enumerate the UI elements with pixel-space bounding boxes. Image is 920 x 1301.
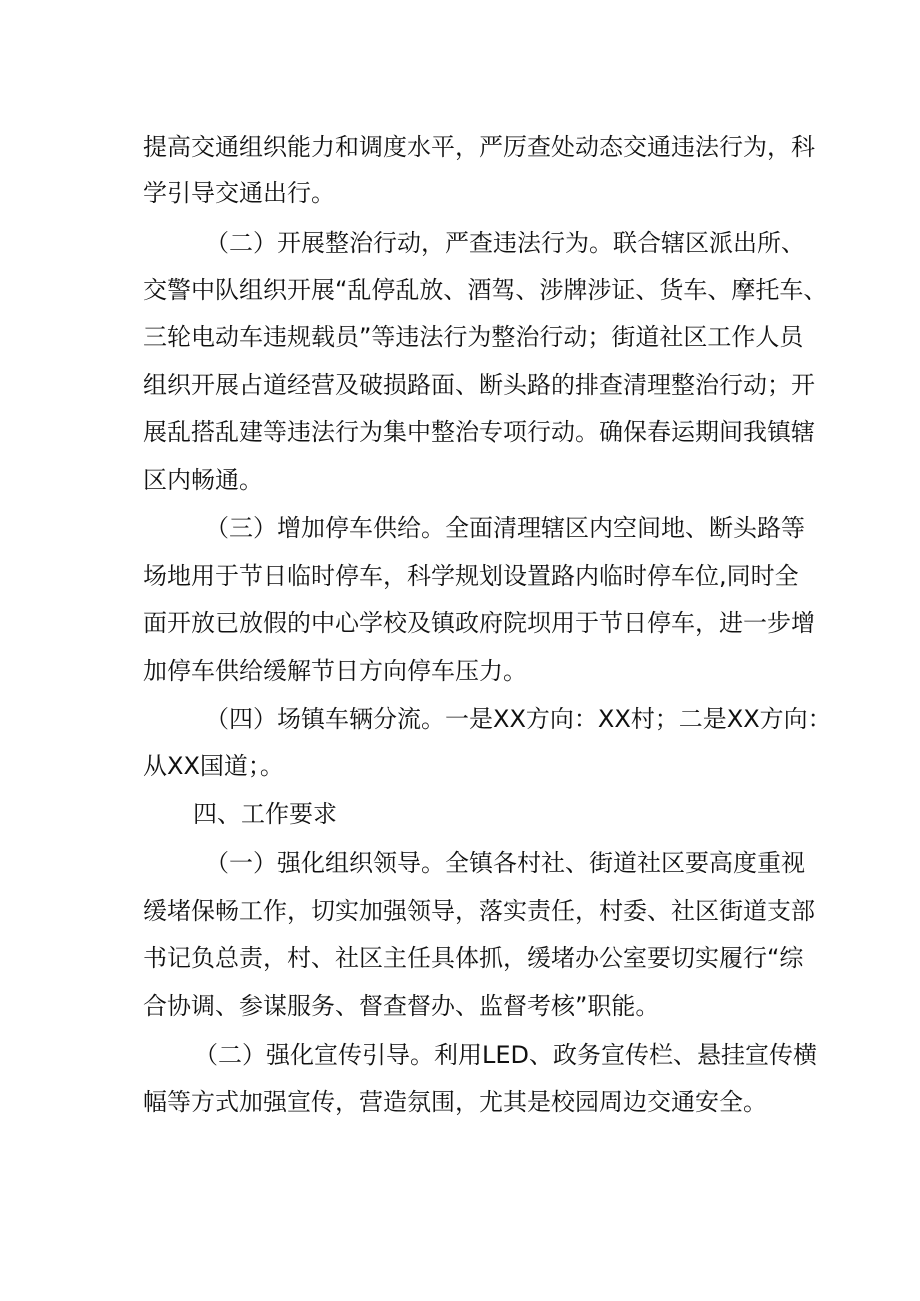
text-line: 从XX国道；。 [143, 752, 284, 780]
paragraph-line: （四）场镇车辆分流。一是XX方向：XX村；二是XX方向： [205, 705, 832, 733]
text-line: 加停车供给缓解节日方向停车压力。 [143, 657, 527, 685]
text-line: 提高交通组织能力和调度水平，严厉查处动态交通违法行为，科 [143, 133, 815, 161]
text-line: 场地用于节日临时停车，科学规划设置路内临时停车位,同时全 [143, 562, 799, 590]
paragraph-line: （一）强化组织领导。全镇各村社、街道社区要高度重视 [205, 849, 805, 877]
text-line: 组织开展占道经营及破损路面、断头路的排查清理整治行动；开 [143, 371, 815, 399]
section-heading: 四、工作要求 [193, 800, 337, 828]
text-line: 交警中队组织开展“乱停乱放、酒驾、涉牌涉证、货车、摩托车、 [143, 276, 828, 304]
text-line: 面开放已放假的中心学校及镇政府院坝用于节日停车，进一步增 [143, 609, 815, 637]
text-line: 缓堵保畅工作，切实加强领导，落实责任，村委、社区街道支部 [143, 897, 815, 925]
text-line: 合协调、参谋服务、督查督办、监督考核”职能。 [143, 992, 660, 1020]
text-line: 学引导交通出行。 [143, 179, 335, 207]
text-line: 三轮电动车违规载员”等违法行为整治行动；街道社区工作人员 [143, 323, 804, 351]
text-line: 区内畅通。 [143, 466, 263, 494]
text-line: 幅等方式加强宣传，营造氛围，尤其是校园周边交通安全。 [143, 1088, 767, 1116]
paragraph-line: （二）开展整治行动，严查违法行为。联合辖区派出所、 [205, 229, 805, 257]
text-line: 展乱搭乱建等违法行为集中整治专项行动。确保春运期间我镇辖 [143, 418, 815, 446]
paragraph-line: （三）增加停车供给。全面清理辖区内空间地、断头路等 [205, 514, 805, 542]
paragraph-line: （二）强化宣传引导。利用LED、政务宣传栏、悬挂宣传横 [194, 1041, 818, 1069]
text-line: 书记负总责，村、社区主任具体抓，缓堵办公室要切实履行“综 [143, 944, 804, 972]
